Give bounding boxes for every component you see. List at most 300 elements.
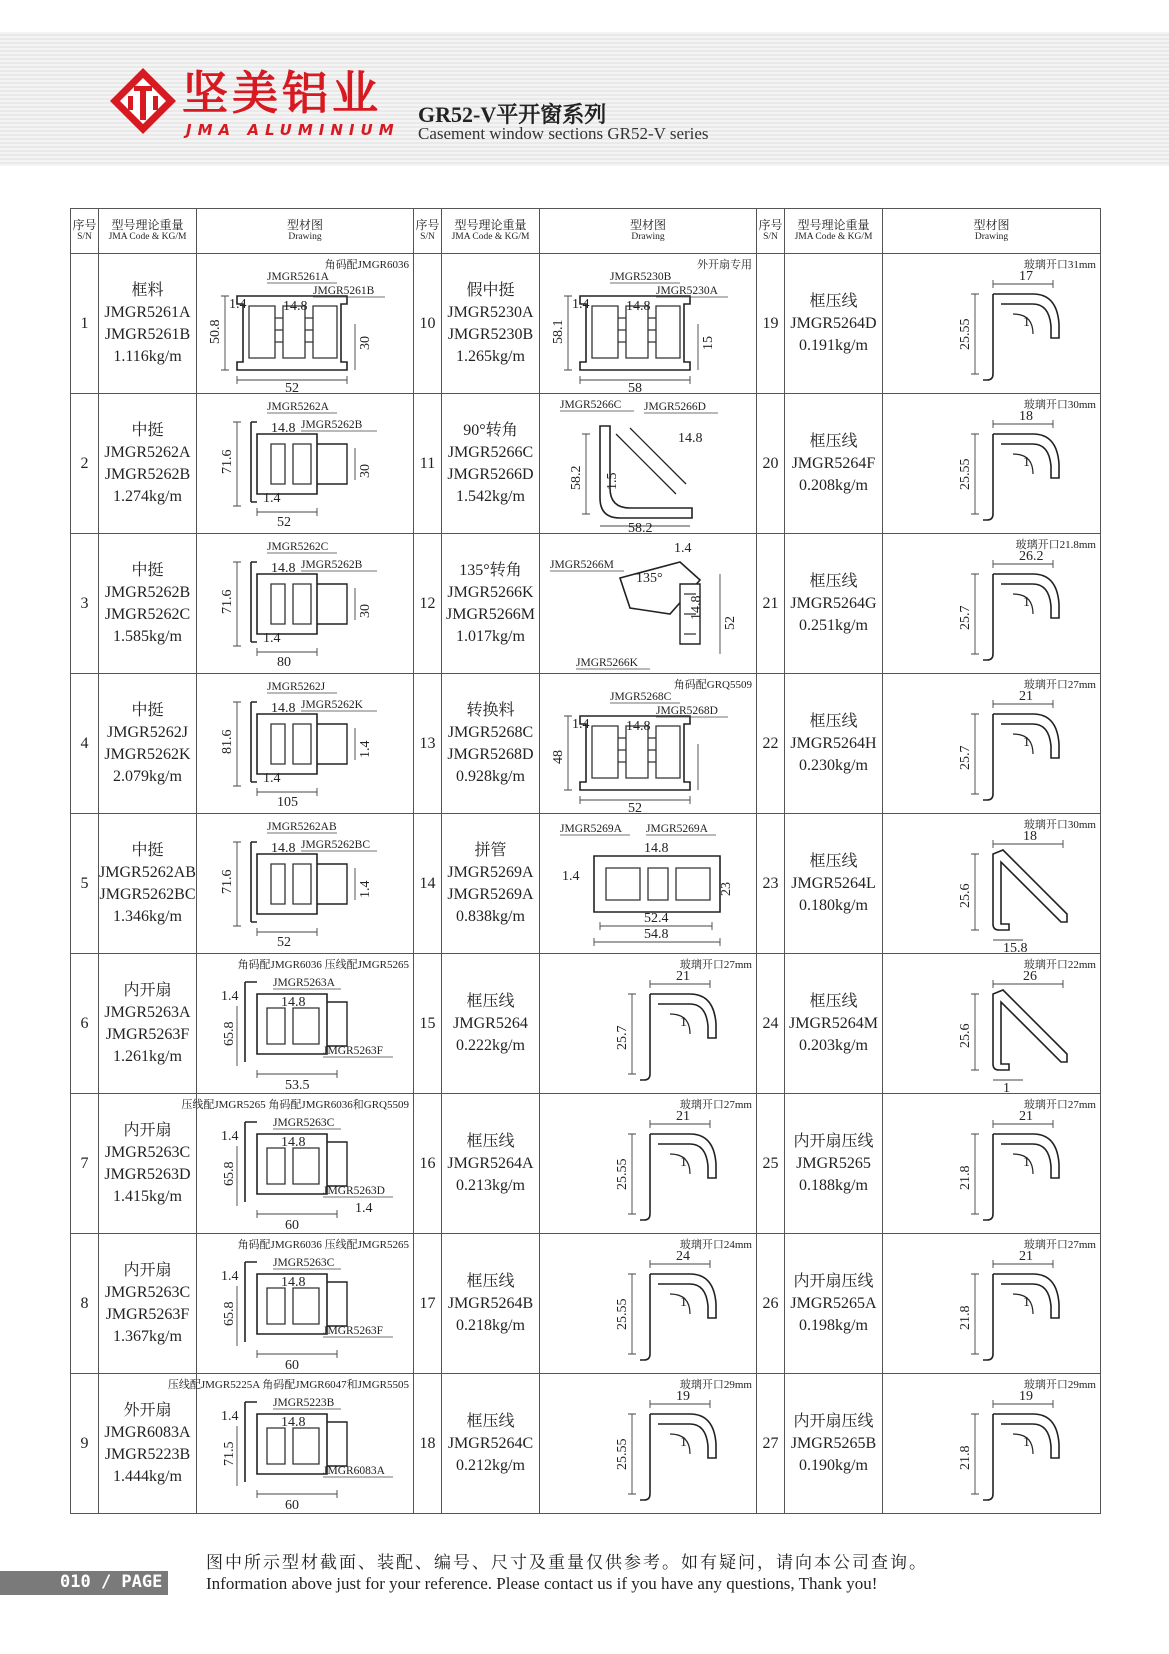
dimension-label: 30 xyxy=(358,336,373,350)
profile-code: JMGR5264C xyxy=(447,1434,534,1452)
dimension-label: 21 xyxy=(1019,1109,1033,1124)
profile-name: 内开扇压线 xyxy=(793,1272,874,1290)
serial-number: 22 xyxy=(757,674,785,814)
part-code-tag: JMGR5262A xyxy=(267,401,329,413)
serial-number: 20 xyxy=(757,394,785,534)
dimension-label: 65.8 xyxy=(222,1301,237,1326)
part-code-tag: JMGR5263C xyxy=(273,1117,335,1129)
profile-weight: 1.265kg/m xyxy=(456,347,525,365)
code-weight-cell xyxy=(99,394,197,534)
dimension-label: 25.6 xyxy=(958,883,973,908)
dimension-label: 1.4 xyxy=(221,1269,239,1284)
dimension-label: 1 xyxy=(1023,1295,1030,1310)
table-row xyxy=(71,254,1101,394)
part-code-tag: JMGR5262BC xyxy=(301,839,371,851)
profile-section-drawing xyxy=(540,394,757,536)
profile-name: 外开扇 xyxy=(123,1401,172,1419)
profile-name: 框压线 xyxy=(466,1412,515,1430)
profile-code: JMGR5266M xyxy=(446,605,535,623)
drawing-cell xyxy=(883,954,1101,1094)
serial-number: 19 xyxy=(757,254,785,394)
part-code-tag: JMGR5223B xyxy=(273,1397,335,1409)
dimension-label: 1.4 xyxy=(358,740,373,758)
drawing-cell xyxy=(540,394,757,534)
part-code-tag: JMGR5269A xyxy=(646,823,708,835)
profile-section-drawing xyxy=(197,254,414,396)
assembly-note: 压线配JMGR5225A 角码配JMGR6047和JMGR5505 xyxy=(167,1379,409,1391)
serial-number: 12 xyxy=(414,534,442,674)
drawing-cell xyxy=(197,954,414,1094)
series-title-en: Casement window sections GR52-V series xyxy=(418,124,709,143)
dimension-label: 1 xyxy=(1023,595,1030,610)
dimension-label: 71.6 xyxy=(220,869,235,894)
profile-weight: 0.180kg/m xyxy=(799,896,868,914)
serial-number: 18 xyxy=(414,1374,442,1514)
profile-code: JMGR5262J xyxy=(107,723,188,741)
code-weight-cell xyxy=(785,1374,883,1514)
profile-weight: 0.230kg/m xyxy=(799,756,868,774)
profile-code: JMGR5264F xyxy=(791,454,876,472)
drawing-cell xyxy=(540,674,757,814)
dimension-label: 52.4 xyxy=(644,911,669,926)
serial-number: 24 xyxy=(757,954,785,1094)
profile-code: JMGR5262B xyxy=(104,465,191,483)
dimension-label: 14.8 xyxy=(281,995,306,1010)
profile-section-drawing xyxy=(197,1234,414,1373)
profile-code: JMGR5264H xyxy=(790,734,877,752)
dimension-label: 1.4 xyxy=(263,631,281,646)
drawing-cell xyxy=(197,1234,414,1374)
profile-code: JMGR5261A xyxy=(104,303,191,321)
part-code-tag: JMGR5266K xyxy=(576,657,638,669)
drawing-cell xyxy=(540,954,757,1094)
profile-section-drawing xyxy=(540,1234,757,1373)
assembly-note: 角码配GRQ5509 xyxy=(673,679,752,691)
part-code-tag: JMGR5261B xyxy=(313,285,375,297)
code-weight-cell xyxy=(99,1374,197,1514)
profile-code: JMGR5264L xyxy=(791,874,876,892)
profile-section-drawing xyxy=(883,1374,1100,1513)
profile-section-drawing xyxy=(883,954,1100,1096)
table-row xyxy=(71,814,1101,954)
part-code-tag: JMGR5262K xyxy=(301,699,363,711)
part-code-tag: JMGR5263F xyxy=(323,1325,384,1337)
dimension-label: 48 xyxy=(551,750,566,764)
profile-code: JMGR5263D xyxy=(104,1165,191,1183)
table-row xyxy=(71,1094,1101,1234)
dimension-label: 71.5 xyxy=(222,1441,237,1466)
dimension-label: 52 xyxy=(628,801,642,816)
profile-name: 中挺 xyxy=(131,561,164,579)
assembly-note: 玻璃开口21.8mm xyxy=(1015,539,1096,551)
col-code-header: 型号理论重量 JMA Code & KG/M xyxy=(99,209,197,254)
profile-weight: 0.222kg/m xyxy=(456,1036,525,1054)
dimension-label: 1.4 xyxy=(562,869,580,884)
code-weight-cell xyxy=(442,254,540,394)
profile-weight: 1.346kg/m xyxy=(113,907,182,925)
profile-code: JMGR5264D xyxy=(790,314,877,332)
table-row xyxy=(71,954,1101,1094)
page-number: 010 / PAGE xyxy=(60,1572,163,1592)
dimension-label: 53.5 xyxy=(285,1078,310,1093)
dimension-label: 71.6 xyxy=(220,589,235,614)
profile-code: JMGR5264A xyxy=(447,1154,534,1172)
code-weight-cell xyxy=(99,814,197,954)
col-drawing-header: 型材图 Drawing xyxy=(540,209,757,254)
profile-code: JMGR5263C xyxy=(104,1283,191,1301)
drawing-cell xyxy=(883,1094,1101,1234)
serial-number: 13 xyxy=(414,674,442,814)
drawing-cell xyxy=(540,1234,757,1374)
serial-number: 11 xyxy=(414,394,442,534)
dimension-label: 24 xyxy=(676,1249,690,1264)
code-weight-cell xyxy=(785,254,883,394)
profile-name: 中挺 xyxy=(131,701,164,719)
drawing-cell xyxy=(540,254,757,394)
serial-number: 8 xyxy=(71,1234,99,1374)
part-code-tag: JMGR5262J xyxy=(267,681,326,693)
profile-weight: 0.212kg/m xyxy=(456,1456,525,1474)
profile-name: 框压线 xyxy=(809,712,858,730)
drawing-cell xyxy=(883,1234,1101,1374)
profile-code: JMGR5269A xyxy=(447,885,534,903)
profile-name: 内开扇压线 xyxy=(793,1132,874,1150)
dimension-label: 14.8 xyxy=(271,841,296,856)
profile-section-drawing xyxy=(540,954,757,1093)
assembly-note: 玻璃开口27mm xyxy=(1023,1099,1096,1111)
profile-code: JMGR5262AB xyxy=(99,863,196,881)
part-code-tag: JMGR5263D xyxy=(323,1185,385,1197)
profile-name: 内开扇 xyxy=(123,1261,172,1279)
dimension-label: 1 xyxy=(1023,1435,1030,1450)
jma-logo-icon xyxy=(108,66,178,136)
dimension-label: 25.55 xyxy=(615,1158,630,1190)
dimension-label: 1.4 xyxy=(263,491,281,506)
part-code-tag: JMGR5262B xyxy=(301,419,363,431)
serial-number: 15 xyxy=(414,954,442,1094)
profile-name: 内开扇压线 xyxy=(793,1412,874,1430)
profile-section-drawing xyxy=(540,1094,757,1233)
serial-number: 3 xyxy=(71,534,99,674)
part-code-tag: JMGR5230B xyxy=(610,271,672,283)
assembly-note: 压线配JMGR5265 角码配JMGR6036和GRQ5509 xyxy=(181,1099,409,1111)
code-weight-cell xyxy=(785,814,883,954)
code-weight-cell xyxy=(442,674,540,814)
profile-weight: 1.444kg/m xyxy=(113,1467,182,1485)
profile-weight: 0.838kg/m xyxy=(456,907,525,925)
code-weight-cell xyxy=(785,674,883,814)
profile-code: JMGR5265B xyxy=(790,1434,877,1452)
dimension-label: 14.8 xyxy=(271,701,296,716)
profile-weight: 1.367kg/m xyxy=(113,1327,182,1345)
assembly-note: 角码配JMGR6036 压线配JMGR5265 xyxy=(237,1239,409,1251)
profile-weight: 0.928kg/m xyxy=(456,767,525,785)
col-code-header: 型号理论重量 JMA Code & KG/M xyxy=(442,209,540,254)
dimension-label: 14.8 xyxy=(281,1135,306,1150)
serial-number: 17 xyxy=(414,1234,442,1374)
dimension-label: 1 xyxy=(680,1435,687,1450)
part-code-tag: JMGR5266D xyxy=(644,401,706,413)
profile-name: 框压线 xyxy=(466,1272,515,1290)
dimension-label: 52 xyxy=(277,935,291,950)
drawing-cell xyxy=(181,1094,414,1234)
part-code-tag: JMGR5268C xyxy=(610,691,672,703)
part-code-tag: JMGR5261A xyxy=(267,271,329,283)
drawing-cell xyxy=(540,1374,757,1514)
drawing-cell xyxy=(197,674,414,814)
dimension-label: 14.8 xyxy=(626,719,651,734)
part-code-tag: JMGR5262AB xyxy=(267,821,337,833)
col-drawing-header: 型材图 Drawing xyxy=(197,209,414,254)
dimension-label: 18 xyxy=(1019,409,1033,424)
serial-number: 27 xyxy=(757,1374,785,1514)
profile-name: 拼管 xyxy=(474,841,507,859)
part-code-tag: JMGR5263C xyxy=(273,1257,335,1269)
assembly-note: 玻璃开口29mm xyxy=(679,1379,752,1391)
profile-code: JMGR5268D xyxy=(447,745,534,763)
part-code-tag: JMGR5263F xyxy=(323,1045,384,1057)
dimension-label: 19 xyxy=(676,1389,690,1404)
assembly-note: 玻璃开口30mm xyxy=(1023,399,1096,411)
profile-code: JMGR5265A xyxy=(790,1294,877,1312)
profile-code: JMGR5263C xyxy=(104,1143,191,1161)
dimension-label: 25.6 xyxy=(958,1023,973,1048)
profile-section-drawing xyxy=(883,814,1100,956)
dimension-label: 71.6 xyxy=(220,449,235,474)
part-code-tag: JMGR5269A xyxy=(560,823,622,835)
dimension-label: 81.6 xyxy=(220,729,235,754)
profile-section-drawing xyxy=(540,534,757,673)
code-weight-cell xyxy=(785,1094,883,1234)
profile-code: JMGR5262K xyxy=(104,745,191,763)
drawing-cell xyxy=(883,674,1101,814)
serial-number: 21 xyxy=(757,534,785,674)
profile-weight: 2.079kg/m xyxy=(113,767,182,785)
dimension-label: 105 xyxy=(277,795,298,810)
profile-name: 框压线 xyxy=(466,1132,515,1150)
serial-number: 14 xyxy=(414,814,442,954)
profile-weight: 1.274kg/m xyxy=(113,487,182,505)
dimension-label: 21.8 xyxy=(958,1165,973,1190)
profile-name: 90°转角 xyxy=(463,421,518,439)
assembly-note: 玻璃开口27mm xyxy=(679,1099,752,1111)
dimension-label: 21 xyxy=(676,969,690,984)
profile-code: JMGR5264M xyxy=(789,1014,878,1032)
profile-weight: 1.261kg/m xyxy=(113,1047,182,1065)
profile-code: JMGR5262A xyxy=(104,443,191,461)
dimension-label: 1 xyxy=(1023,455,1030,470)
table-row xyxy=(71,1374,1101,1514)
assembly-note: 玻璃开口22mm xyxy=(1023,959,1096,971)
serial-number: 1 xyxy=(71,254,99,394)
dimension-label: 26 xyxy=(1023,969,1037,984)
part-code-tag: JMGR5263A xyxy=(273,977,335,989)
dimension-label: 58.2 xyxy=(628,521,653,536)
dimension-label: 1.4 xyxy=(674,541,692,556)
serial-number: 10 xyxy=(414,254,442,394)
code-weight-cell xyxy=(99,1234,197,1374)
code-weight-cell xyxy=(442,954,540,1094)
dimension-label: 1.4 xyxy=(221,989,239,1004)
assembly-note: 角码配JMGR6036 xyxy=(324,259,409,271)
dimension-label: 1 xyxy=(1023,1155,1030,1170)
dimension-label: 52 xyxy=(285,381,299,396)
serial-number: 2 xyxy=(71,394,99,534)
dimension-label: 50.8 xyxy=(208,319,223,344)
profile-section-drawing xyxy=(197,674,414,813)
dimension-label: 1.4 xyxy=(221,1129,239,1144)
profile-section-drawing xyxy=(883,1094,1100,1233)
code-weight-cell xyxy=(442,1234,540,1374)
profile-section-drawing xyxy=(540,254,757,396)
serial-number: 25 xyxy=(757,1094,785,1234)
profile-weight: 0.208kg/m xyxy=(799,476,868,494)
dimension-label: 14.8 xyxy=(689,595,704,620)
code-weight-cell xyxy=(99,674,197,814)
code-weight-cell xyxy=(785,954,883,1094)
profile-section-drawing xyxy=(197,534,414,673)
profile-code: JMGR5266D xyxy=(447,465,534,483)
drawing-cell xyxy=(540,1094,757,1234)
dimension-label: 60 xyxy=(285,1498,299,1513)
serial-number: 5 xyxy=(71,814,99,954)
profile-code: JMGR5263A xyxy=(104,1003,191,1021)
profile-section-drawing xyxy=(197,394,414,533)
drawing-cell xyxy=(167,1374,414,1514)
profile-section-drawing xyxy=(540,1374,757,1513)
dimension-label: 14.8 xyxy=(271,561,296,576)
dimension-label: 25.55 xyxy=(958,318,973,350)
profile-section-drawing xyxy=(197,1374,414,1513)
dimension-label: 21 xyxy=(676,1109,690,1124)
profile-weight: 1.017kg/m xyxy=(456,627,525,645)
profile-section-drawing xyxy=(883,1234,1100,1373)
dimension-label: 1 xyxy=(680,1295,687,1310)
dimension-label: 1 xyxy=(1023,735,1030,750)
dimension-label: 25.7 xyxy=(615,1025,630,1050)
dimension-label: 21 xyxy=(1019,689,1033,704)
code-weight-cell xyxy=(442,394,540,534)
dimension-label: 23 xyxy=(719,882,734,896)
profile-weight: 1.415kg/m xyxy=(113,1187,182,1205)
profile-weight: 0.213kg/m xyxy=(456,1176,525,1194)
code-weight-cell xyxy=(99,254,197,394)
profile-code: JMGR5264 xyxy=(453,1014,528,1032)
dimension-label: 14.8 xyxy=(626,299,651,314)
dimension-label: 1.4 xyxy=(263,771,281,786)
dimension-label: 1 xyxy=(1003,1081,1010,1096)
col-drawing-header: 型材图 Drawing xyxy=(883,209,1101,254)
dimension-label: 60 xyxy=(285,1358,299,1373)
dimension-label: 54.8 xyxy=(644,927,669,942)
code-weight-cell xyxy=(442,1094,540,1234)
dimension-label: 58 xyxy=(628,381,642,396)
drawing-cell xyxy=(540,534,757,674)
drawing-cell xyxy=(883,254,1101,394)
dimension-label: 1 xyxy=(1023,315,1030,330)
profile-section-drawing xyxy=(883,394,1100,533)
dimension-label: 80 xyxy=(277,655,291,670)
profile-code: JMGR6083A xyxy=(104,1423,191,1441)
dimension-label: 25.55 xyxy=(958,458,973,490)
serial-number: 9 xyxy=(71,1374,99,1514)
dimension-label: 21 xyxy=(1019,1249,1033,1264)
code-weight-cell xyxy=(442,534,540,674)
assembly-note: 玻璃开口27mm xyxy=(679,959,752,971)
profile-code: JMGR5262BC xyxy=(99,885,196,903)
series-title-cn: GR52-V平开窗系列 xyxy=(418,102,607,127)
dimension-label: 14.8 xyxy=(281,1415,306,1430)
assembly-note: 玻璃开口30mm xyxy=(1023,819,1096,831)
part-code-tag: JMGR6083A xyxy=(323,1465,385,1477)
dimension-label: 135° xyxy=(636,571,663,586)
dimension-label: 1.4 xyxy=(572,717,590,732)
drawing-cell xyxy=(197,394,414,534)
serial-number: 7 xyxy=(71,1094,99,1234)
profile-code: JMGR5261B xyxy=(104,325,191,343)
profile-code: JMGR5223B xyxy=(104,1445,191,1463)
part-code-tag: JMGR5262C xyxy=(267,541,329,553)
code-weight-cell xyxy=(785,394,883,534)
profile-section-drawing xyxy=(540,674,757,816)
col-sn-header: 序号 S/N xyxy=(414,209,442,254)
dimension-label: 52 xyxy=(723,616,738,630)
profile-code: JMGR5263F xyxy=(105,1025,190,1043)
dimension-label: 14.8 xyxy=(283,299,308,314)
part-code-tag: JMGR5230A xyxy=(656,285,718,297)
code-weight-cell xyxy=(99,534,197,674)
dimension-label: 1.4 xyxy=(229,297,247,312)
dimension-label: 25.7 xyxy=(958,605,973,630)
footer-note-cn: 图中所示型材截面、装配、编号、尺寸及重量仅供参考。如有疑问，请向本公司查询。 xyxy=(206,1553,928,1573)
code-weight-cell xyxy=(785,1234,883,1374)
profile-section-drawing xyxy=(883,674,1100,813)
drawing-cell xyxy=(883,394,1101,534)
serial-number: 26 xyxy=(757,1234,785,1374)
code-weight-cell xyxy=(785,534,883,674)
profile-code: JMGR5230A xyxy=(447,303,534,321)
assembly-note: 玻璃开口24mm xyxy=(679,1239,752,1251)
assembly-note: 外开扇专用 xyxy=(697,259,752,271)
profile-weight: 0.251kg/m xyxy=(799,616,868,634)
profile-code: JMGR5263F xyxy=(105,1305,190,1323)
drawing-cell xyxy=(883,1374,1101,1514)
drawing-cell xyxy=(540,814,757,954)
code-weight-cell xyxy=(442,1374,540,1514)
profile-table xyxy=(70,208,1101,1514)
dimension-label: 60 xyxy=(285,1218,299,1233)
dimension-label: 18 xyxy=(1023,829,1037,844)
table-row xyxy=(71,394,1101,534)
dimension-label: 14.8 xyxy=(271,421,296,436)
dimension-label: 26.2 xyxy=(1019,549,1044,564)
dimension-label: 58.1 xyxy=(551,319,566,344)
profile-name: 中挺 xyxy=(131,841,164,859)
profile-name: 内开扇 xyxy=(123,1121,172,1139)
profile-name: 内开扇 xyxy=(123,981,172,999)
profile-name: 框料 xyxy=(131,281,164,299)
dimension-label: 15 xyxy=(701,336,716,350)
dimension-label: 21.8 xyxy=(958,1305,973,1330)
profile-code: JMGR5266K xyxy=(447,583,534,601)
col-sn-header: 序号 S/N xyxy=(71,209,99,254)
profile-section-drawing xyxy=(883,534,1100,673)
dimension-label: 19 xyxy=(1019,1389,1033,1404)
profile-name: 框压线 xyxy=(809,852,858,870)
dimension-label: 15.8 xyxy=(1003,941,1028,956)
part-code-tag: JMGR5266M xyxy=(550,559,614,571)
profile-weight: 0.218kg/m xyxy=(456,1316,525,1334)
